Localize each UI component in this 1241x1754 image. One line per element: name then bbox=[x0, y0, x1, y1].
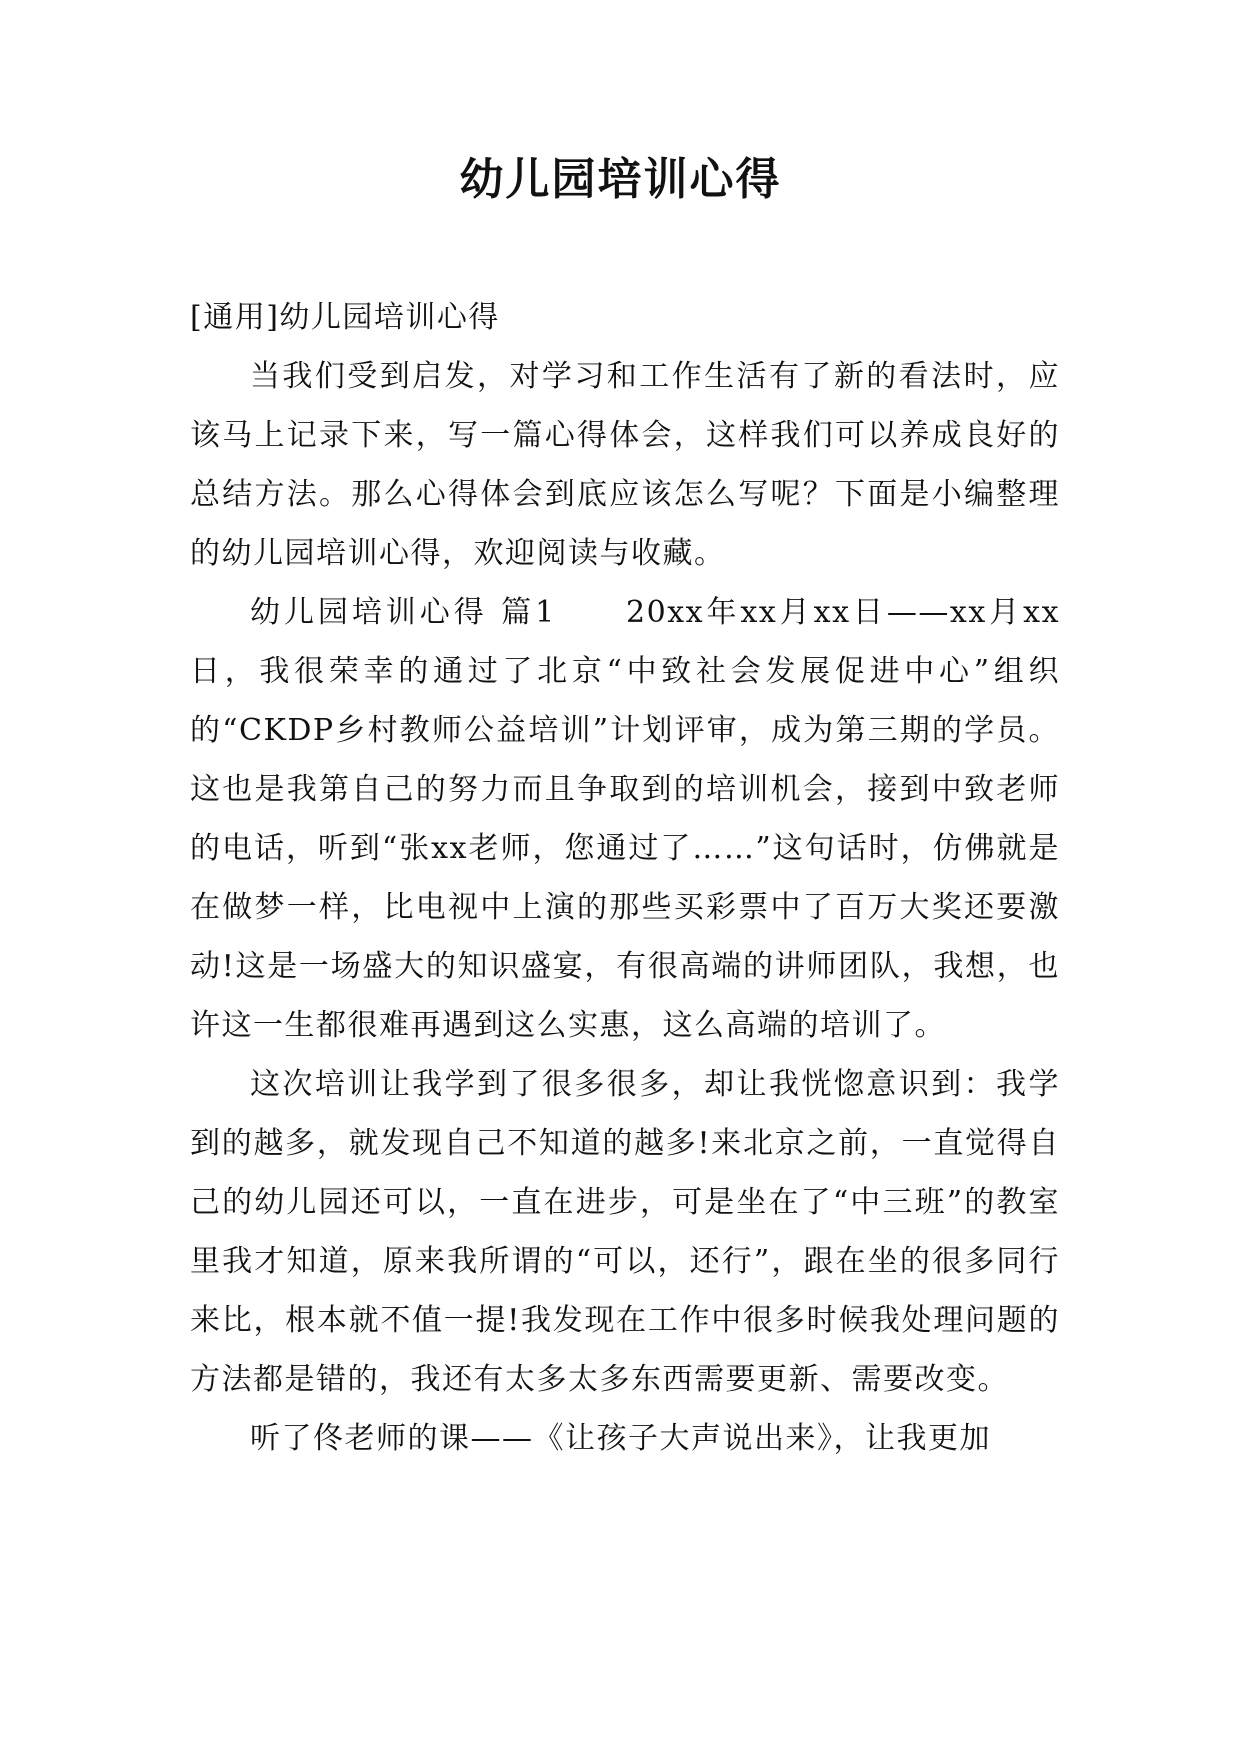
paragraph-3: 听了佟老师的课——《让孩子大声说出来》，让我更加 bbox=[250, 1421, 991, 1456]
document-title: 幼儿园培训心得 bbox=[459, 154, 782, 205]
document-subtitle: [通用]幼儿园培训心得 bbox=[190, 300, 500, 335]
paragraph-2: 这次培训让我学到了很多很多，却让我恍惚意识到：我学到的越多，就发现自己不知道的越多!来北京之前，一直觉得自己的幼儿园还可以，一直在进步，可是坐在了“中三班”的教室里我才知道，原来我所谓的“可以，还行”，跟在坐的很多同行来比，根本就不值一提!我发现在工作中很多时候我处理问题的方法都是错的，我还有太多太多东西需要更新、需要改变。 bbox=[190, 1067, 1060, 1397]
paragraph-1: 幼儿园培训心得 篇1 20xx年xx月xx日——xx月xx日，我很荣幸的通过了北京“中致社会发展促进中心”组织的“CKDP乡村教师公益培训”计划评审，成为第三期的学员。这也是我第自己的努力而且争取到的培训机会，接到中致老师的电话，听到“张xx老师，您通过了……”这句话时，仿佛就是在做梦一样，比电视中上演的那些买彩票中了百万大奖还要激动!这是一场盛大的知识盛宴，有很高端的讲师团队，我想，也许这一生都很难再遇到这么实惠，这么高端的培训了。 bbox=[190, 595, 1060, 1043]
document-body bbox=[190, 288, 1060, 1468]
paragraph-intro: 当我们受到启发，对学习和工作生活有了新的看法时，应该马上记录下来，写一篇心得体会，这样我们可以养成良好的总结方法。那么心得体会到底应该怎么写呢？下面是小编整理的幼儿园培训心得，欢迎阅读与收藏。 bbox=[190, 359, 1060, 571]
